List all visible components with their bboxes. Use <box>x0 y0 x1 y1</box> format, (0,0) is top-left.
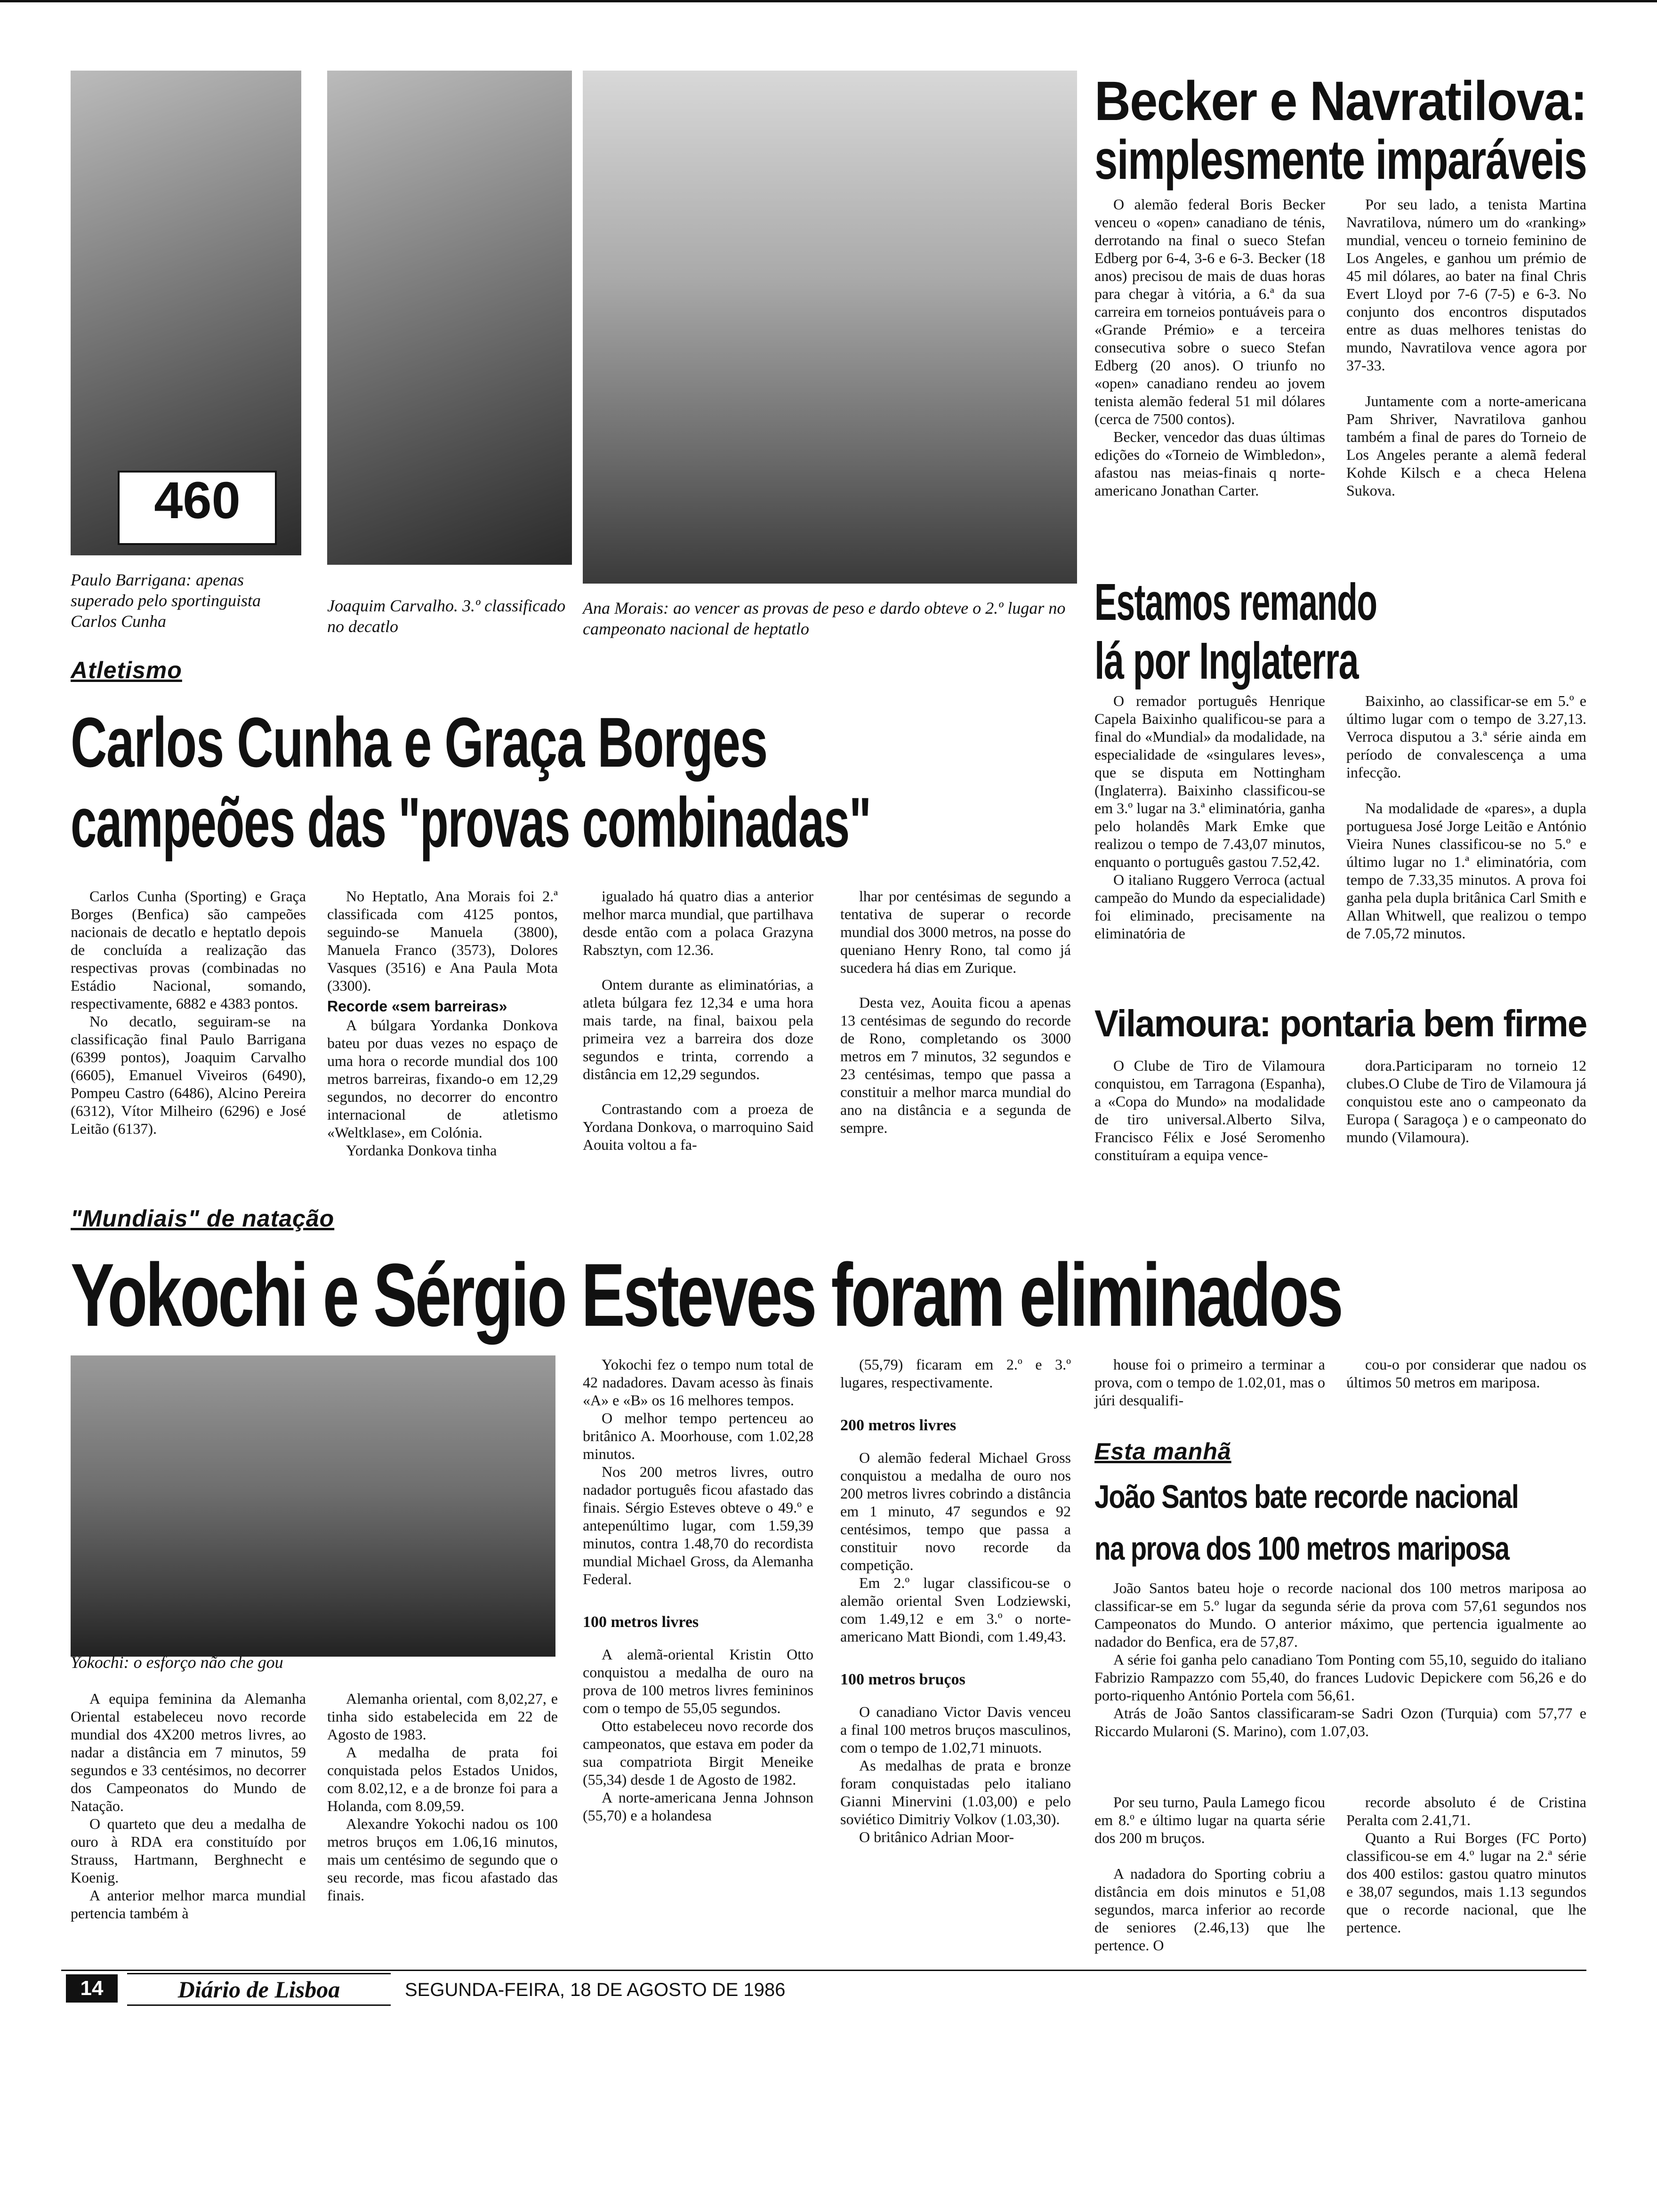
photo-carvalho <box>327 71 572 565</box>
natacao-col-3: Yokochi fez o tempo num total de 42 nadadores. Davam acesso às finais «A» e «B» os 16 melhores tempos. O melhor tempo pertenceu ao britânico A. Moorhouse, com 1.02,28 minutos. Nos 200 metros livres, outro nadador português ficou afastado das finais. Sérgio Esteves obteve o 49.º e antepenúltimo lugar, com 1.59,39 minutos, contra 1.48,70 do recordista mundial Michael Gross, da Alemanha Federal. 100 metros livres A alemã-oriental Kristin Otto conquistou a medalha de ouro na prova de 100 metros livres femininos com o tempo de 55,05 segundos. Otto estabeleceu novo recorde dos campeonatos, que estava em poder da sua compatriota Birgit Meneike (55,34) desde 1 de Agosto de 1982. A norte-americana Jenna Johnson (55,70) e a holandesa <box>583 1356 813 1824</box>
joao-title-1: João Santos bate recorde nacional <box>1094 1478 1519 1515</box>
atletismo-title-2: campeões das "provas combinadas" <box>71 783 871 862</box>
natacao-col-1: A equipa feminina da Alemanha Oriental estabeleceu novo recorde mundial dos 4X200 metros livres, ao nadar a distância em 7 minutos, 59 segundos e 33 centésimos, no decorrer dos Campeonatos do Mundo de Natação. O quarteto que deu a medalha de ouro à RDA era constituído por Strauss, Hartmann, Berghnecht e Koenig. A anterior melhor marca mundial pertencia também à <box>71 1690 306 1922</box>
remo-col-1: O remador português Henrique Capela Baixinho qualificou-se para a final do «Mundial» da modalidade, na especialidade de «singulares leves», que se disputa em Nottingham (Inglaterra). Baixinho classificou-se em 3.º lugar na 3.ª eliminatória, ganha pelo holandês Mark Emke que realizou o tempo de 7.43,07 minutos, enquanto o português gastou 7.52,42. O italiano Ruggero Verroca (actual campeão do Mundo da especialidade) foi eliminado, precisamente na eliminatória de <box>1094 692 1325 942</box>
caption-barrigana: Paulo Barrigana: apenas superado pelo sportinguista Carlos Cunha <box>71 570 261 631</box>
atletismo-col-1: Carlos Cunha (Sporting) e Graça Borges (Benfica) são campeões nacionais de decatlo e heptatlo depois de concluída a realização das respectivas provas (combinadas no Estádio Nacional, somando, respectivamente, 6882 e 4383 pontos. No decatlo, seguiram-se na classificação final Paulo Barrigana (6399 pontos), Joaquim Carvalho (6605), Emanuel Viveiros (6490), Pompeu Castro (6486), Alcino Pereira (6312), Vítor Milheiro (6296) e José Leitão (6137). <box>71 888 306 1137</box>
vilamoura-col-2: dora.Participaram no torneio 12 clubes.O Clube de Tiro de Vilamoura já conquistou este ano o campeonato da Europa ( Saragoça ) e o campeonato do mundo (Vilamoura). <box>1346 1057 1586 1146</box>
natacao-title: Yokochi e Sérgio Esteves foram eliminados <box>71 1245 1342 1345</box>
photo-barrigana <box>71 71 301 555</box>
paper-name: Diário de Lisboa <box>127 1973 391 2006</box>
becker-col-1: O alemão federal Boris Becker venceu o «open» canadiano de ténis, derrotando na final o sueco Stefan Edberg por 6-4, 3-6 e 6-3. Becker (18 anos) precisou de mais de duas horas para chegar à vitória, a 6.ª da sua carreira em torneios pontuáveis para o «Grande Prémio» e a terceira consecutiva sobre o sueco Stefan Edberg (20 anos). O triunfo no «open» canadiano rendeu ao jovem tenista alemão federal 51 mil dólares (cerca de 7500 contos). Becker, vencedor das duas últimas edições do «Torneio de Wimbledon», afastou nas meias-finais q norte-americano Jonathan Carter. <box>1094 196 1325 499</box>
remo-col-2: Baixinho, ao classificar-se em 5.º e último lugar com o tempo de 3.27,13. Verroca disputou a 3.ª série ainda em período de convalescença a uma infecção. Na modalidade de «pares», a dupla portuguesa José Jorge Leitão e António Vieira Nunes classificou-se no 5.º e último lugar no 1.ª eliminatória, com tempo de 7.33,35 minutos. A prova foi ganha pela dupla britânica Carl Smith e Allan Whitwell, que realizou o tempo de 7.05,72 minutos. <box>1346 692 1586 942</box>
footer-date: SEGUNDA-FEIRA, 18 DE AGOSTO DE 1986 <box>405 1980 786 2000</box>
photo-yokochi <box>71 1355 555 1657</box>
remo-title-2: lá por Inglaterra <box>1094 632 1359 690</box>
page-number: 14 <box>66 1974 118 2003</box>
atletismo-col-4: lhar por centésimas de segundo a tentativa de superar o recorde mundial dos 3000 metros, na posse do queniano Henry Rono, tal como já sucedera há dias em Zurique. Desta vez, Aouita ficou a apenas 13 centésimas de segundo do recorde de Rono, completando os 3000 metros em 7 minutos, 32 segundos e 23 centésimas, tempo que passa a constituir a melhor marca mundial do ano na distância e a segunda de sempre. <box>840 888 1071 1136</box>
subhead-200-livres: 200 metros livres <box>840 1417 957 1434</box>
natacao-col-5: house foi o primeiro a terminar a prova, com o tempo de 1.02,01, mas o júri desqualifi- <box>1094 1356 1325 1409</box>
joao-kicker: Esta manhã <box>1094 1438 1231 1465</box>
atletismo-kicker: Atletismo <box>71 657 182 683</box>
atletismo-title-1: Carlos Cunha e Graça Borges <box>71 703 767 782</box>
joao-col-1: Por seu turno, Paula Lamego ficou em 8.º e último lugar na quarta série dos 200 m bruços. A nadadora do Sporting cobriu a distância em dois minutos e 51,08 segundos, marca inferior ao recorde de seniores (2.46,13) que lhe pertence. O <box>1094 1794 1325 1954</box>
natacao-col-2: Alemanha oriental, com 8,02,27, e tinha sido estabelecida em 22 de Agosto de 1983. A medalha de prata foi conquistada pelos Estados Unidos, com 8.02,12, e a de bronze foi para a Holanda, com 8.09,59. Alexandre Yokochi nadou os 100 metros bruços em 1.06,16 minutos, mais um centésimo de segundo que o seu recorde, mas ficou afastado das finais. <box>327 1690 558 1904</box>
joao-wide-col: João Santos bateu hoje o recorde nacional dos 100 metros mariposa ao classificar-se em 5.º lugar da segunda série da prova com 57,61 segundos nos Campeonatos do Mundo. O anterior máximo, que pertencia igualmente ao nadador do Benfica, era de 57,87. A série foi ganha pelo canadiano Tom Ponting com 55,10, seguido do italiano Fabrizio Rampazzo com 55,40, do frances Ludovic Depickere com 56,26 e do porto-riquenho António Portela com 56,61. Atrás de João Santos classificaram-se Sadri Ozon (Turquia) com 57,77 e Riccardo Mularoni (S. Marino), com 1.07,03. <box>1094 1579 1586 1739</box>
top-rule <box>0 0 1657 2</box>
subhead-100-brucos: 100 metros bruços <box>840 1671 965 1688</box>
natacao-kicker: "Mundiais" de natação <box>71 1205 335 1232</box>
joao-title-2: na prova dos 100 metros mariposa <box>1094 1530 1509 1567</box>
natacao-col-4: (55,79) ficaram em 2.º e 3.º lugares, respectivamente. 200 metros livres O alemão federal Michael Gross conquistou a medalha de ouro nos 200 metros livres cobrindo a distância em 1 minuto, 47 segundos e 92 centésimos, tempo que passa a constituir novo recorde da competição. Em 2.º lugar classificou-se o alemão oriental Sven Lodziewski, com 1.49,12 e em 3.º o norte-americano Matt Biondi, com 1.49,43. 100 metros bruços O canadiano Victor Davis venceu a final 100 metros bruços masculinos, com o tempo de 1.02,71 minuots. As medalhas de prata e bronze foram conquistadas pelo italiano Gianni Minervini (1.03,00) e pelo soviético Dimitriy Volkov (1.03,30). O britânico Adrian Moor- <box>840 1356 1071 1845</box>
natacao-col-6: cou-o por considerar que nadou os últimos 50 metros em mariposa. <box>1346 1356 1586 1391</box>
becker-title-2: simplesmente imparáveis <box>1094 129 1587 191</box>
vilamoura-col-1: O Clube de Tiro de Vilamoura conquistou, em Tarragona (Espanha), a «Copa do Mundo» na modalidade de tiro universal.Alberto Silva, Francisco Félix e José Seromenho constituíram a equipa vence- <box>1094 1057 1325 1163</box>
remo-title-1: Estamos remando <box>1094 573 1377 631</box>
caption-morais: Ana Morais: ao vencer as provas de peso e dardo obteve o 2.º lugar no campeonato nacional de heptatlo <box>583 599 1066 638</box>
atletismo-subhead: Recorde «sem barreiras» <box>327 998 507 1015</box>
becker-col-2: Por seu lado, a tenista Martina Navratilova, número um do «ranking» mundial, venceu o torneio feminino de Los Angeles, e ganhou um prémio de 45 mil dólares, ao bater na final Chris Evert Lloyd por 7-6 (7-5) e 6-3. No conjunto dos encontros disputados entre as duas melhores tenistas do mundo, Navratilova vence agora por 37-33. Juntamente com a norte-americana Pam Shriver, Navratilova ganhou também a final de pares do Torneio de Los Angeles perante a alemã federal Kohde Kilsch e a checa Helena Sukova. <box>1346 196 1586 499</box>
bib-number: 460 <box>118 471 277 545</box>
photo-morais <box>583 71 1077 584</box>
subhead-100-livres: 100 metros livres <box>583 1613 699 1631</box>
atletismo-col-3: igualado há quatro dias a anterior melhor marca mundial, que partilhava desde então com a polaca Grazyna Rabsztyn, com 12.36. Ontem durante as eliminatórias, a atleta búlgara fez 12,34 e uma hora mais tarde, na final, baixou pela primeira vez a barreira dos doze segundos e trinta, correndo a distância em 12,29 segundos. Contrastando com a proeza de Yordana Donkova, o marroquino Said Aouita voltou a fa- <box>583 888 813 1153</box>
atletismo-col-2: No Heptatlo, Ana Morais foi 2.ª classificada com 4125 pontos, seguindo-se Manuela (3800), Manuela Franco (3573), Dolores Vasques (3516) e Ana Paula Mota (3300). Recorde «sem barreiras» A búlgara Yordanka Donkova bateu por duas vezes no espaço de uma hora o recorde mundial dos 100 metros barreiras, fixando-o em 12,29 segundos, no decorrer do encontro internacional de atletismo «Weltklase», em Colónia. Yordanka Donkova tinha <box>327 888 558 1159</box>
joao-col-2: recorde absoluto é de Cristina Peralta com 2.41,71. Quanto a Rui Borges (FC Porto) classificou-se em 4.º lugar na 2.ª série dos 400 estilos: gastou quatro minutos e 38,07 segundos, mais 1.13 segundos que o recorde nacional, que lhe pertence. <box>1346 1794 1586 1936</box>
caption-yokochi: Yokochi: o esforço não che gou <box>71 1653 283 1672</box>
caption-carvalho: Joaquim Carvalho. 3.º classificado no decatlo <box>327 596 566 636</box>
becker-title-1: Becker e Navratilova: <box>1094 70 1587 132</box>
vilamoura-title: Vilamoura: pontaria bem firme <box>1094 1002 1587 1044</box>
footer-rule <box>61 1970 1586 1971</box>
